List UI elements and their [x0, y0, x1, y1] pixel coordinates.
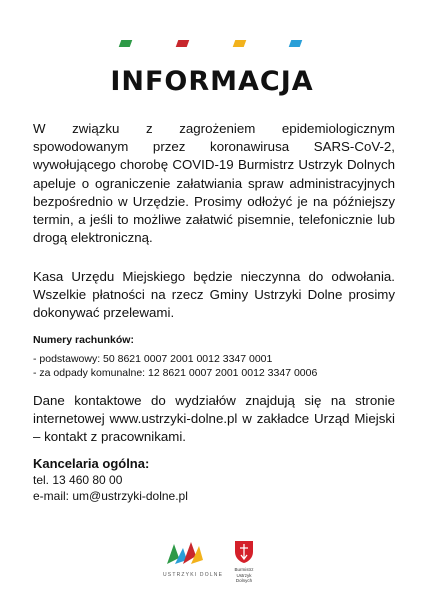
color-accent-marks — [0, 40, 424, 52]
page-title: INFORMACJA — [110, 66, 314, 97]
account-waste: - za odpady komunalne: 12 8621 0007 2001 0012 3347 0006 — [33, 366, 318, 379]
footer-logos — [0, 540, 424, 590]
burmistrz-logo-line1: Burmistrz — [234, 567, 254, 572]
chancellery-section — [33, 456, 395, 504]
burmistrz-logo-line2: Ustrzyk Dolnych — [235, 572, 253, 583]
announcement-paragraph — [33, 120, 395, 247]
accounts-heading: Numery rachunków: — [33, 334, 134, 346]
red-accent-mark — [176, 40, 190, 47]
chancellery-heading: Kancelaria ogólna: — [33, 456, 150, 471]
paragraph-text: Dane kontaktowe do wydziałów znajdują się na stronie internetowej www.ustrzyki-dolne.pl w zakładce Urząd Miejski – kontakt z pracownikami. — [33, 393, 395, 445]
cashier-notice-paragraph — [33, 268, 395, 323]
paragraph-text: Kasa Urzędu Miejskiego będzie nieczynna do odwołania. Wszelkie płatności na rzecz Gminy Ustrzyki Dolne prosimy dokonywać przelewami. — [33, 269, 395, 321]
burmistrz-crest-logo — [228, 540, 260, 584]
blue-accent-mark — [289, 40, 303, 47]
ustrzyki-dolne-logo — [163, 540, 224, 578]
yellow-accent-mark — [233, 40, 247, 47]
account-basic: - podstawowy: 50 8621 0007 2001 0012 3347 0001 — [33, 353, 273, 365]
chancellery-phone: tel. 13 460 80 00 — [33, 473, 123, 487]
crest-icon — [234, 540, 254, 564]
contact-info-paragraph — [33, 392, 395, 447]
ustrzyki-logo-icon — [165, 540, 205, 566]
paragraph-text: W związku z zagrożeniem epidemiologicznym spowodowanym przez koronawirusa SARS-CoV-2, wywołującego chorobę COVID-19 Burmistrz Ustrzyk Dolnych apeluje o ograniczenie załatwiania spraw administracyjnych bezpośrednio w Urzędzie. Prosimy odłożyć je na późniejszy termin, a jeśli to możliwe załatwić pisemnie, telefonicznie lub drogą elektroniczną. — [33, 121, 395, 246]
ustrzyki-logo-text: USTRZYKI DOLNE — [163, 572, 224, 578]
chancellery-email: e-mail: um@ustrzyki-dolne.pl — [33, 489, 188, 503]
bank-accounts-section — [33, 334, 395, 380]
burmistrz-logo-text — [228, 567, 260, 584]
green-accent-mark — [119, 40, 133, 47]
